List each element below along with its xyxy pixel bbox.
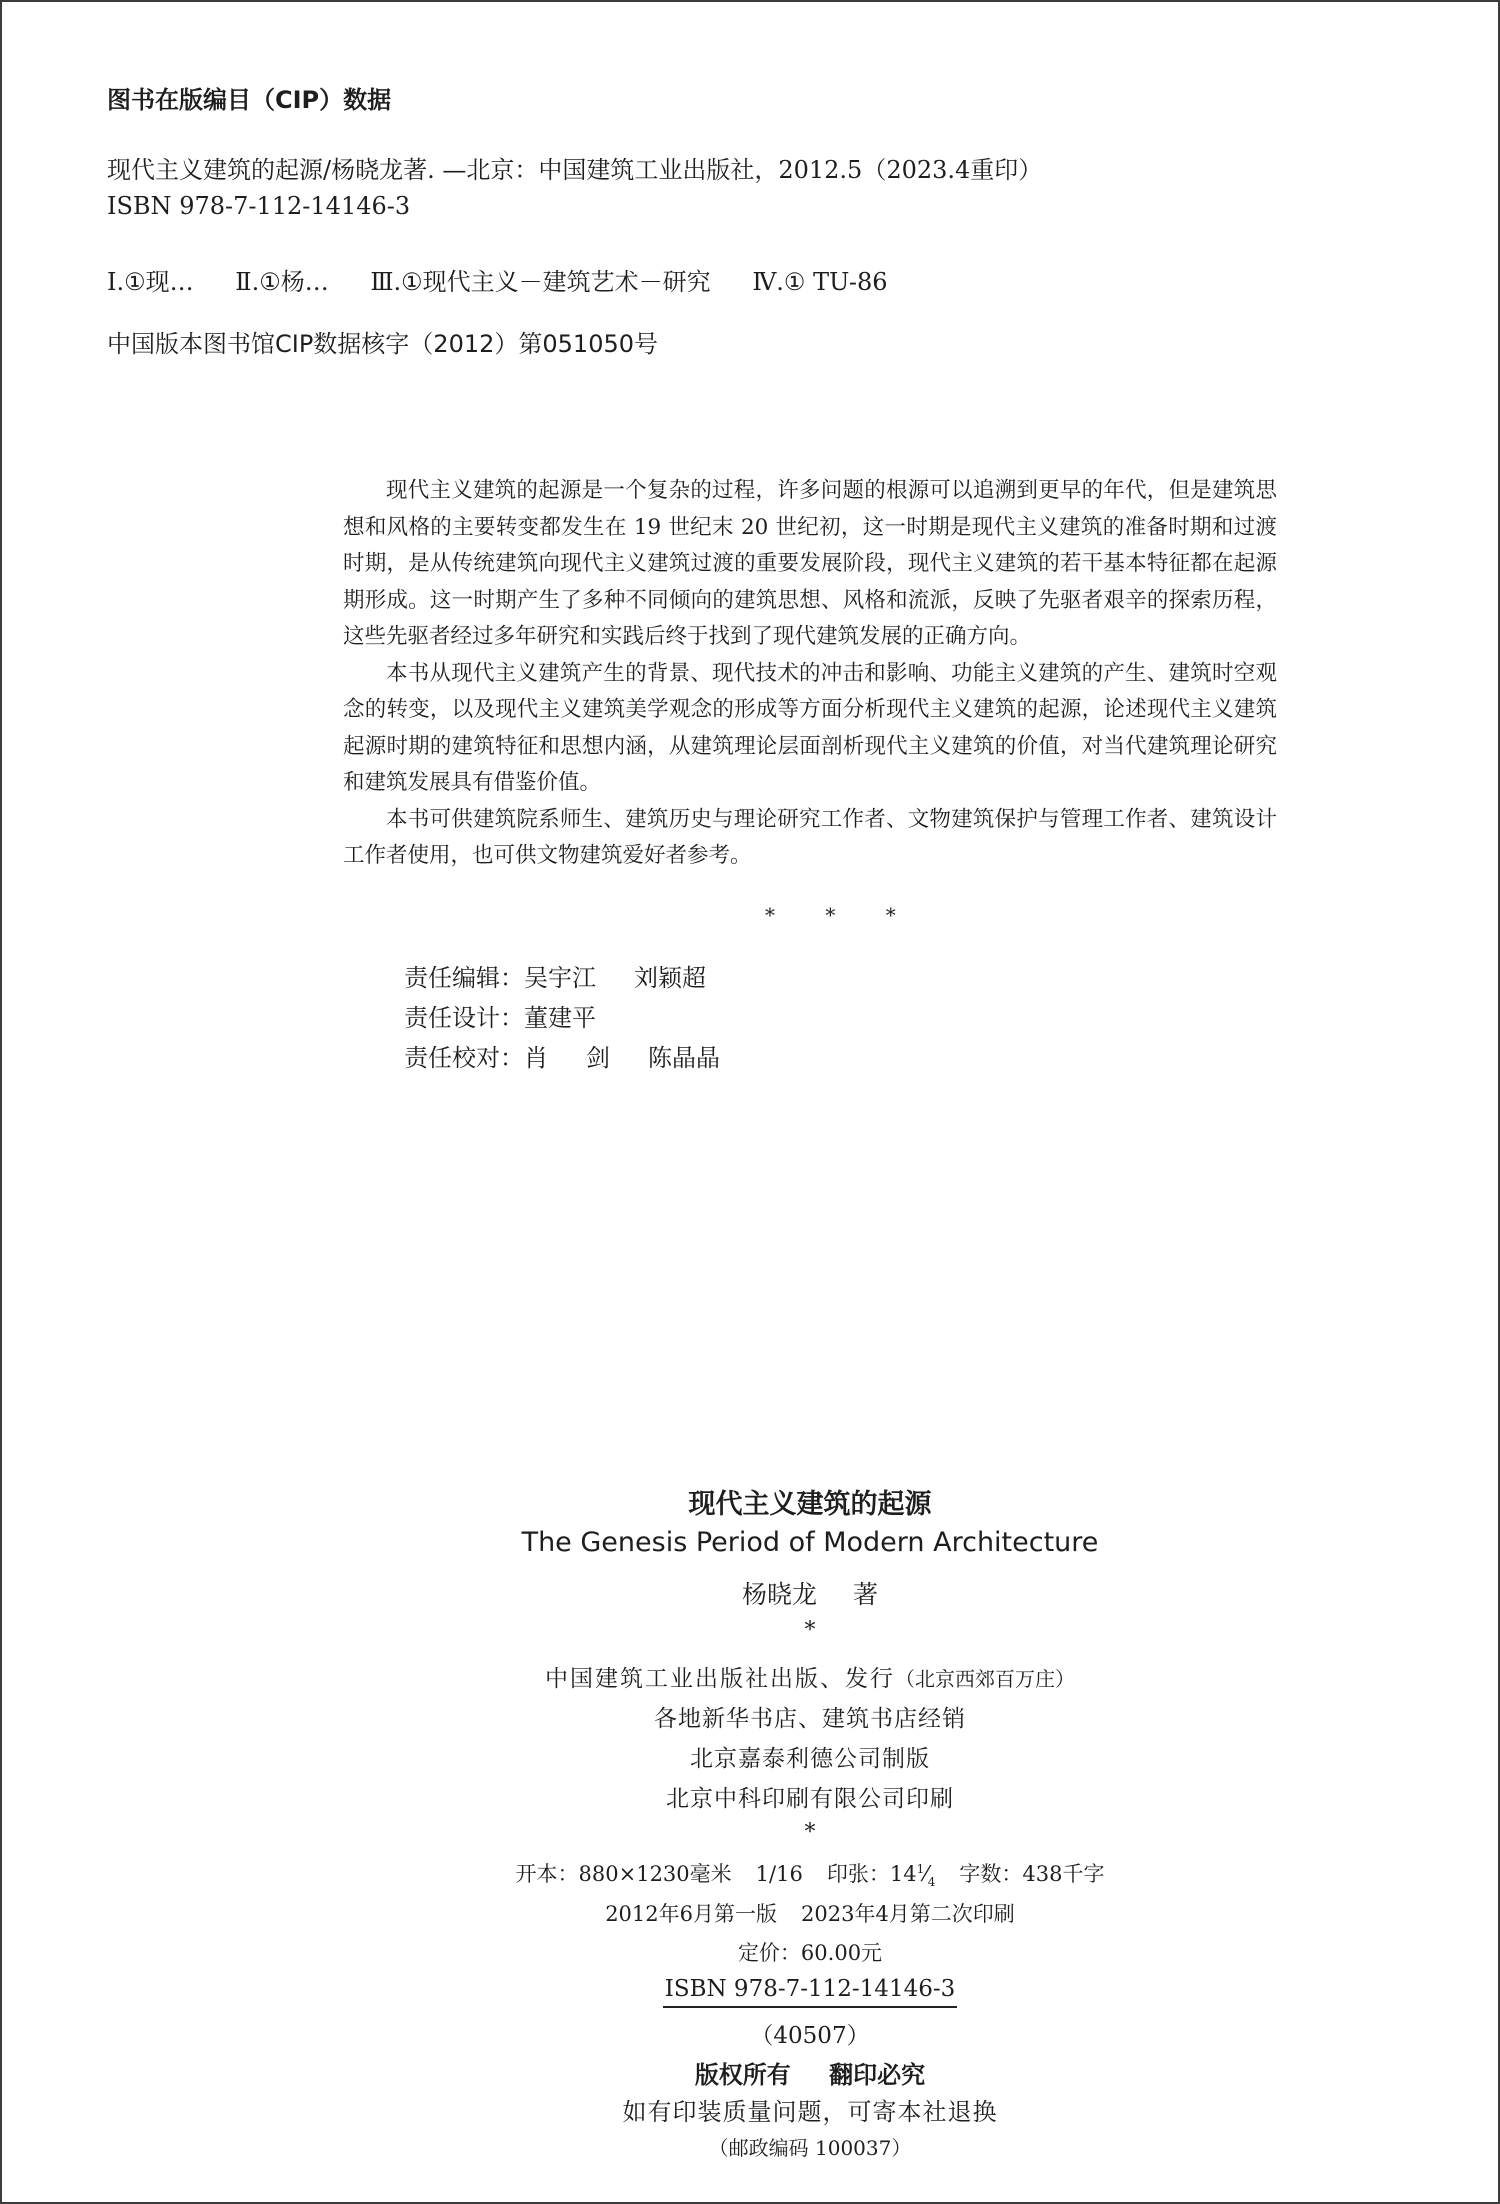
spec-sheets-frac-num: 1: [916, 1862, 925, 1876]
imprint-quality-notice: 如有印装质量问题，可寄本社退换: [622, 2098, 998, 2126]
credit-name: 剑: [586, 1044, 610, 1072]
imprint-distribution: 各地新华书店、建筑书店经销: [654, 1706, 966, 1732]
spec-format: 开本：880×1230毫米: [515, 1862, 732, 1886]
classification-item: Ⅱ.①杨…: [235, 268, 329, 296]
imprint-postal-code: （邮政编码 100037）: [708, 2136, 912, 2160]
spec-sheets-frac-den: 4: [927, 1875, 936, 1890]
publisher-address: （北京西郊百万庄）: [895, 1667, 1075, 1691]
credit-name: 陈晶晶: [648, 1044, 720, 1072]
imprint-title-en: The Genesis Period of Modern Architecture: [521, 1527, 1099, 1558]
cip-classification: [107, 262, 922, 297]
credit-row-design: [404, 998, 758, 1038]
description-paragraph: 现代主义建筑的起源是一个复杂的过程，许多问题的根源可以追溯到更早的年代，但是建筑思想和风格的主要转变都发生在 19 世纪末 20 世纪初，这一时期是现代主义建筑的准备时期和过渡时期，是从传统建筑向现代主义建筑过渡的重要发展阶段，现代主义建筑的若干基本特征都在起源期形成。这一时期产生了多种不同倾向的建筑思想、风格和流派，反映了先驱者艰辛的探索历程，这些先驱者经过多年研究和实践后终于找到了现代建筑发展的正确方向。: [343, 478, 1277, 649]
credit-role: 责任编辑：: [404, 964, 524, 992]
editorial-credits: [404, 958, 758, 1078]
section-separator: * * *: [765, 903, 918, 927]
imprint-author: 杨晓龙 著: [742, 1580, 878, 1609]
description-paragraph: 本书可供建筑院系师生、建筑历史与理论研究工作者、文物建筑保护与管理工作者、建筑设计工作者使用，也可供文物建筑爱好者参考。: [343, 806, 1277, 868]
classification-item: Ⅳ.① TU-86: [752, 268, 888, 296]
publisher-name: 中国建筑工业出版社出版、发行: [545, 1666, 895, 1692]
imprint-code: （40507）: [750, 2023, 870, 2049]
edition-info: 2012年6月第一版: [605, 1902, 777, 1926]
imprint-isbn: [0, 1976, 1500, 2008]
classification-item: Ⅰ.①现…: [107, 268, 194, 296]
cip-bibliographic-line: 现代主义建筑的起源/杨晓龙著. —北京：中国建筑工业出版社，2012.5（2023.4重印）: [107, 156, 1043, 184]
imprint-title-cn: 现代主义建筑的起源: [688, 1489, 932, 1520]
imprint-price: 定价：60.00元: [737, 1941, 883, 1965]
description-paragraph: 本书从现代主义建筑产生的背景、现代技术的冲击和影响、功能主义建筑的产生、建筑时空观念的转变，以及现代主义建筑美学观念的形成等方面分析现代主义建筑的起源，论述现代主义建筑起源时期的建筑特征和思想内涵，从建筑理论层面剖析现代主义建筑的价值，对当代建筑理论研究和建筑发展具有借鉴价值。: [343, 660, 1277, 795]
credit-row-editor: [404, 958, 758, 998]
imprint-publisher: [0, 1660, 1500, 1693]
imprint-star: *: [804, 1820, 816, 1845]
imprint-edition: [0, 1898, 1500, 1928]
printing-info: 2023年4月第二次印刷: [801, 1902, 1015, 1926]
credit-name: 肖: [524, 1044, 548, 1072]
spec-fold: 1/16: [755, 1862, 803, 1886]
credit-name: 刘颖超: [634, 964, 706, 992]
credit-row-proofreading: [404, 1038, 758, 1078]
imprint-plate-maker: 北京嘉泰利德公司制版: [690, 1746, 930, 1772]
imprint-rights: 版权所有 翻印必究: [694, 2061, 926, 2089]
credit-name: 董建平: [524, 1004, 596, 1032]
credit-role: 责任校对：: [404, 1044, 524, 1072]
cip-number: 中国版本图书馆CIP数据核字（2012）第051050号: [107, 330, 659, 358]
spec-word-count: 字数：438千字: [959, 1862, 1105, 1886]
classification-item: Ⅲ.①现代主义－建筑艺术－研究: [370, 268, 711, 296]
isbn-number: ISBN 978-7-112-14146-3: [663, 1976, 958, 2008]
spec-sheets-label: 印张：14: [826, 1862, 917, 1886]
cip-isbn: ISBN 978-7-112-14146-3: [107, 192, 411, 220]
book-description: [343, 473, 1277, 875]
imprint-star: *: [804, 1618, 816, 1643]
cip-heading: 图书在版编目（CIP）数据: [107, 86, 392, 114]
credit-name: 吴宇江: [524, 964, 596, 992]
imprint-printer: 北京中科印刷有限公司印刷: [666, 1786, 954, 1812]
spec-sheets: 印张：$14^1⁄_4$: [826, 1862, 936, 1890]
credit-role: 责任设计：: [404, 1004, 524, 1032]
imprint-specs: [0, 1858, 1500, 1889]
